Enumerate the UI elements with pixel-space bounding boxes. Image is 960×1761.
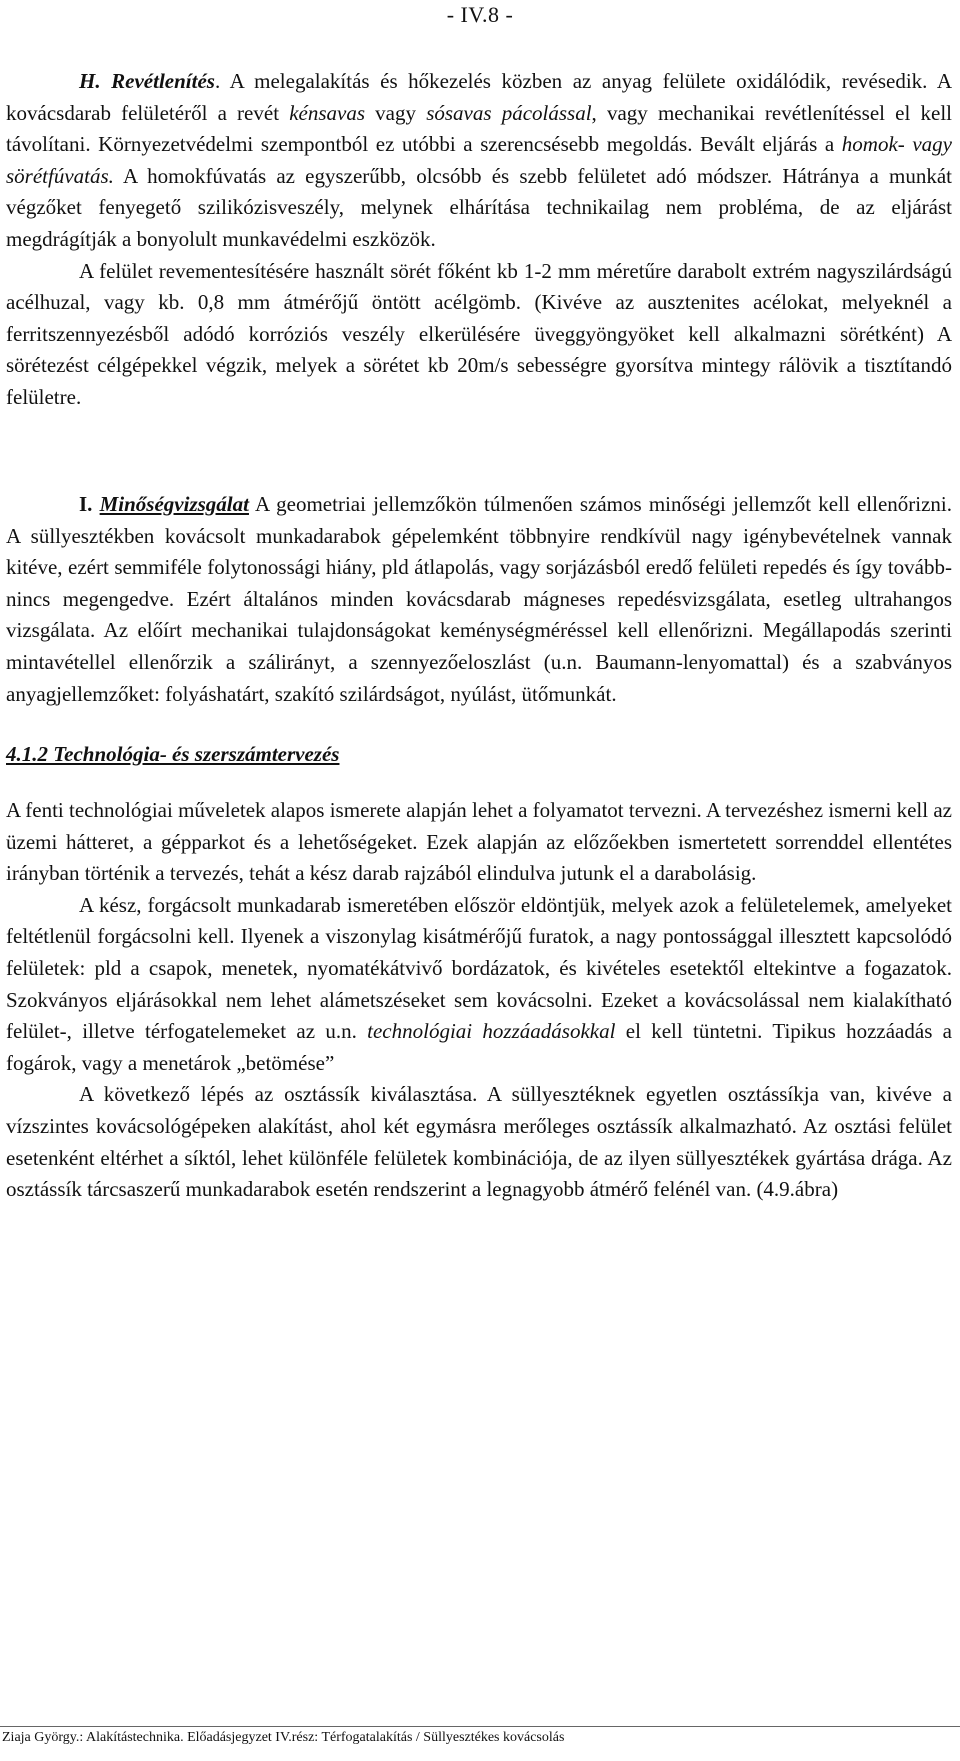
- section-412-body: [6, 795, 952, 1206]
- section-h: [6, 66, 952, 414]
- page-footer: Ziaja György.: Alakítástechnika. Előadásjegyzet IV.rész: Térfogatalakítás / Süllyesztékes kovácsolás: [2, 1730, 565, 1745]
- section-i-title: Minőségvizsgálat: [99, 492, 249, 516]
- section-h-run: vagy: [365, 100, 427, 125]
- section-412-p2-italic: technológiai hozzáadásokkal: [367, 1019, 616, 1044]
- section-h-run: sósavas pácolással: [426, 100, 592, 125]
- section-i-body: A geometriai jellemzőkön túlmenően számos minőségi jellemzőt kell ellenőrizni. A süllyesztékben kovácsolt munkadarabok gépelemként többnyire rendkívül nagy igénybevételnek vannak kitéve, ezért semmiféle folytonossági hiány, pld átlapolás, vagy sorjázásból eredő felületi repedés és így tovább- nincs megengedve. Ezért általános minden kovácsdarab mágneses repedésvizsgálata, esetleg ultrahangos vizsgálata. Az előírt mechanikai tulajdonságokat keménységméréssel kell ellenőrizni. Megállapodás szerinti mintavétellel ellenőrzik a szálirányt, a szennyezőeloszlást (u.n. Baumann-lenyomattal) és a szabványos anyagjellemzőket: folyáshatárt, szakító szilárdságot, nyúlást, ütőmunkát.: [6, 492, 953, 706]
- section-h-run: homok- vagy sörétfúvatás.: [6, 132, 952, 188]
- section-i-letter: I.: [79, 492, 93, 516]
- section-412-p2-b: el kell tüntetni. Tipikus hozzáadás a fogárok, vagy a menetárok „betömése”: [6, 1019, 952, 1075]
- section-h-run: A homokfúvatás az egyszerűbb, olcsóbb és szebb felületet adó módszer. Hátránya a munkát végzőket fenyegető szilikózisveszély, melynek elhárítása technikailag nem probléma, de az eljárást megdrágítják a bonyolult munkavédelmi eszközök.: [6, 163, 952, 251]
- section-h-run: , vagy mechanikai revétlenítéssel el kell távolítani. Környezetvédelmi szempontból ez utóbbi a szerencsésebb megoldás. Bevált eljárás a: [6, 100, 952, 157]
- section-i-paragraph: [6, 489, 952, 710]
- section-412-paragraph-1: A fenti technológiai műveletek alapos ismerete alapján lehet a folyamatot tervezni. A tervezéshez ismerni kell az üzemi hátteret, a gépparkot és a lehetőségeket. Ezek alapján az előzőekben ismertetett sorrenddel ellentétes irányban történik a tervezés, tehát a kész darab rajzából elindulva jutunk el a darabolásig.: [6, 798, 952, 886]
- section-412-paragraph-2: [6, 890, 952, 1080]
- section-412-p2-a: A kész, forgácsolt munkadarab ismeretében először eldöntjük, melyek azok a felületelemek, amelyeket feltétlenül forgácsolni kell. Ilyenek a viszonylag kisátmérőjű furatok, a nagy pontossággal illesztett kapcsolódó felületek: pld a csapok, menetek, nyomatékátvivő bordázatok, és kivételes esetektől eltekintve a fogazatok. Szokványos eljárásokkal nem lehet alámetszéseket sem kovácsolni. Ezeket a kovácsolással nem kialakítható felület-, illetve térfogatelemeket az u.n.: [6, 892, 952, 1044]
- section-h-run: kénsavas: [289, 100, 366, 125]
- section-heading: [6, 742, 339, 767]
- section-h-run: . A melegalakítás és hőkezelés közben az anyag felülete oxidálódik, revésedik. A kovácsdarab felületéről a revét: [6, 69, 952, 125]
- section-h-body: [6, 69, 952, 251]
- section-h-label: H. Revétlenítés: [79, 69, 215, 93]
- footer-divider: [0, 1726, 960, 1727]
- section-heading-text: 4.1.2 Technológia- és szerszámtervezés: [6, 742, 340, 766]
- section-h-paragraph-2: A felület revementesítésére használt sörét főként kb 1-2 mm méretűre darabolt extrém nagyszilárdságú acélhuzal, vagy kb. 0,8 mm átmérőjű öntött acélgömb. (Kivéve az ausztenites acélokat, melyeknél a ferritszennyezésből adódó korróziós veszély elkerülésére üveggyöngyöket kell alkalmazni sörétként) A sörétezést célgépekkel végzik, melyek a sörétet kb 20m/s sebességre gyorsítva mintegy rálövik a tisztítandó felületre.: [6, 258, 952, 409]
- section-i: [6, 489, 952, 710]
- section-h-paragraph-1: [6, 66, 952, 256]
- page-number: - IV.8 -: [446, 2, 514, 27]
- section-412-paragraph-3: A következő lépés az osztássík kiválasztása. A süllyesztéknek egyetlen osztássíkja van, kivéve a vízszintes kovácsológépeken alakítást, ahol két egymásra merőleges osztássík alkalmazható. Az osztási felület esetenként eltérhet a síktól, lehet különféle felületek kombinációja, de az ilyen süllyesztékek gyártása drága. Az osztássík tárcsaszerű munkadarabok esetén rendszerint a legnagyobb átmérő felénél van. (4.9.ábra): [6, 1082, 952, 1202]
